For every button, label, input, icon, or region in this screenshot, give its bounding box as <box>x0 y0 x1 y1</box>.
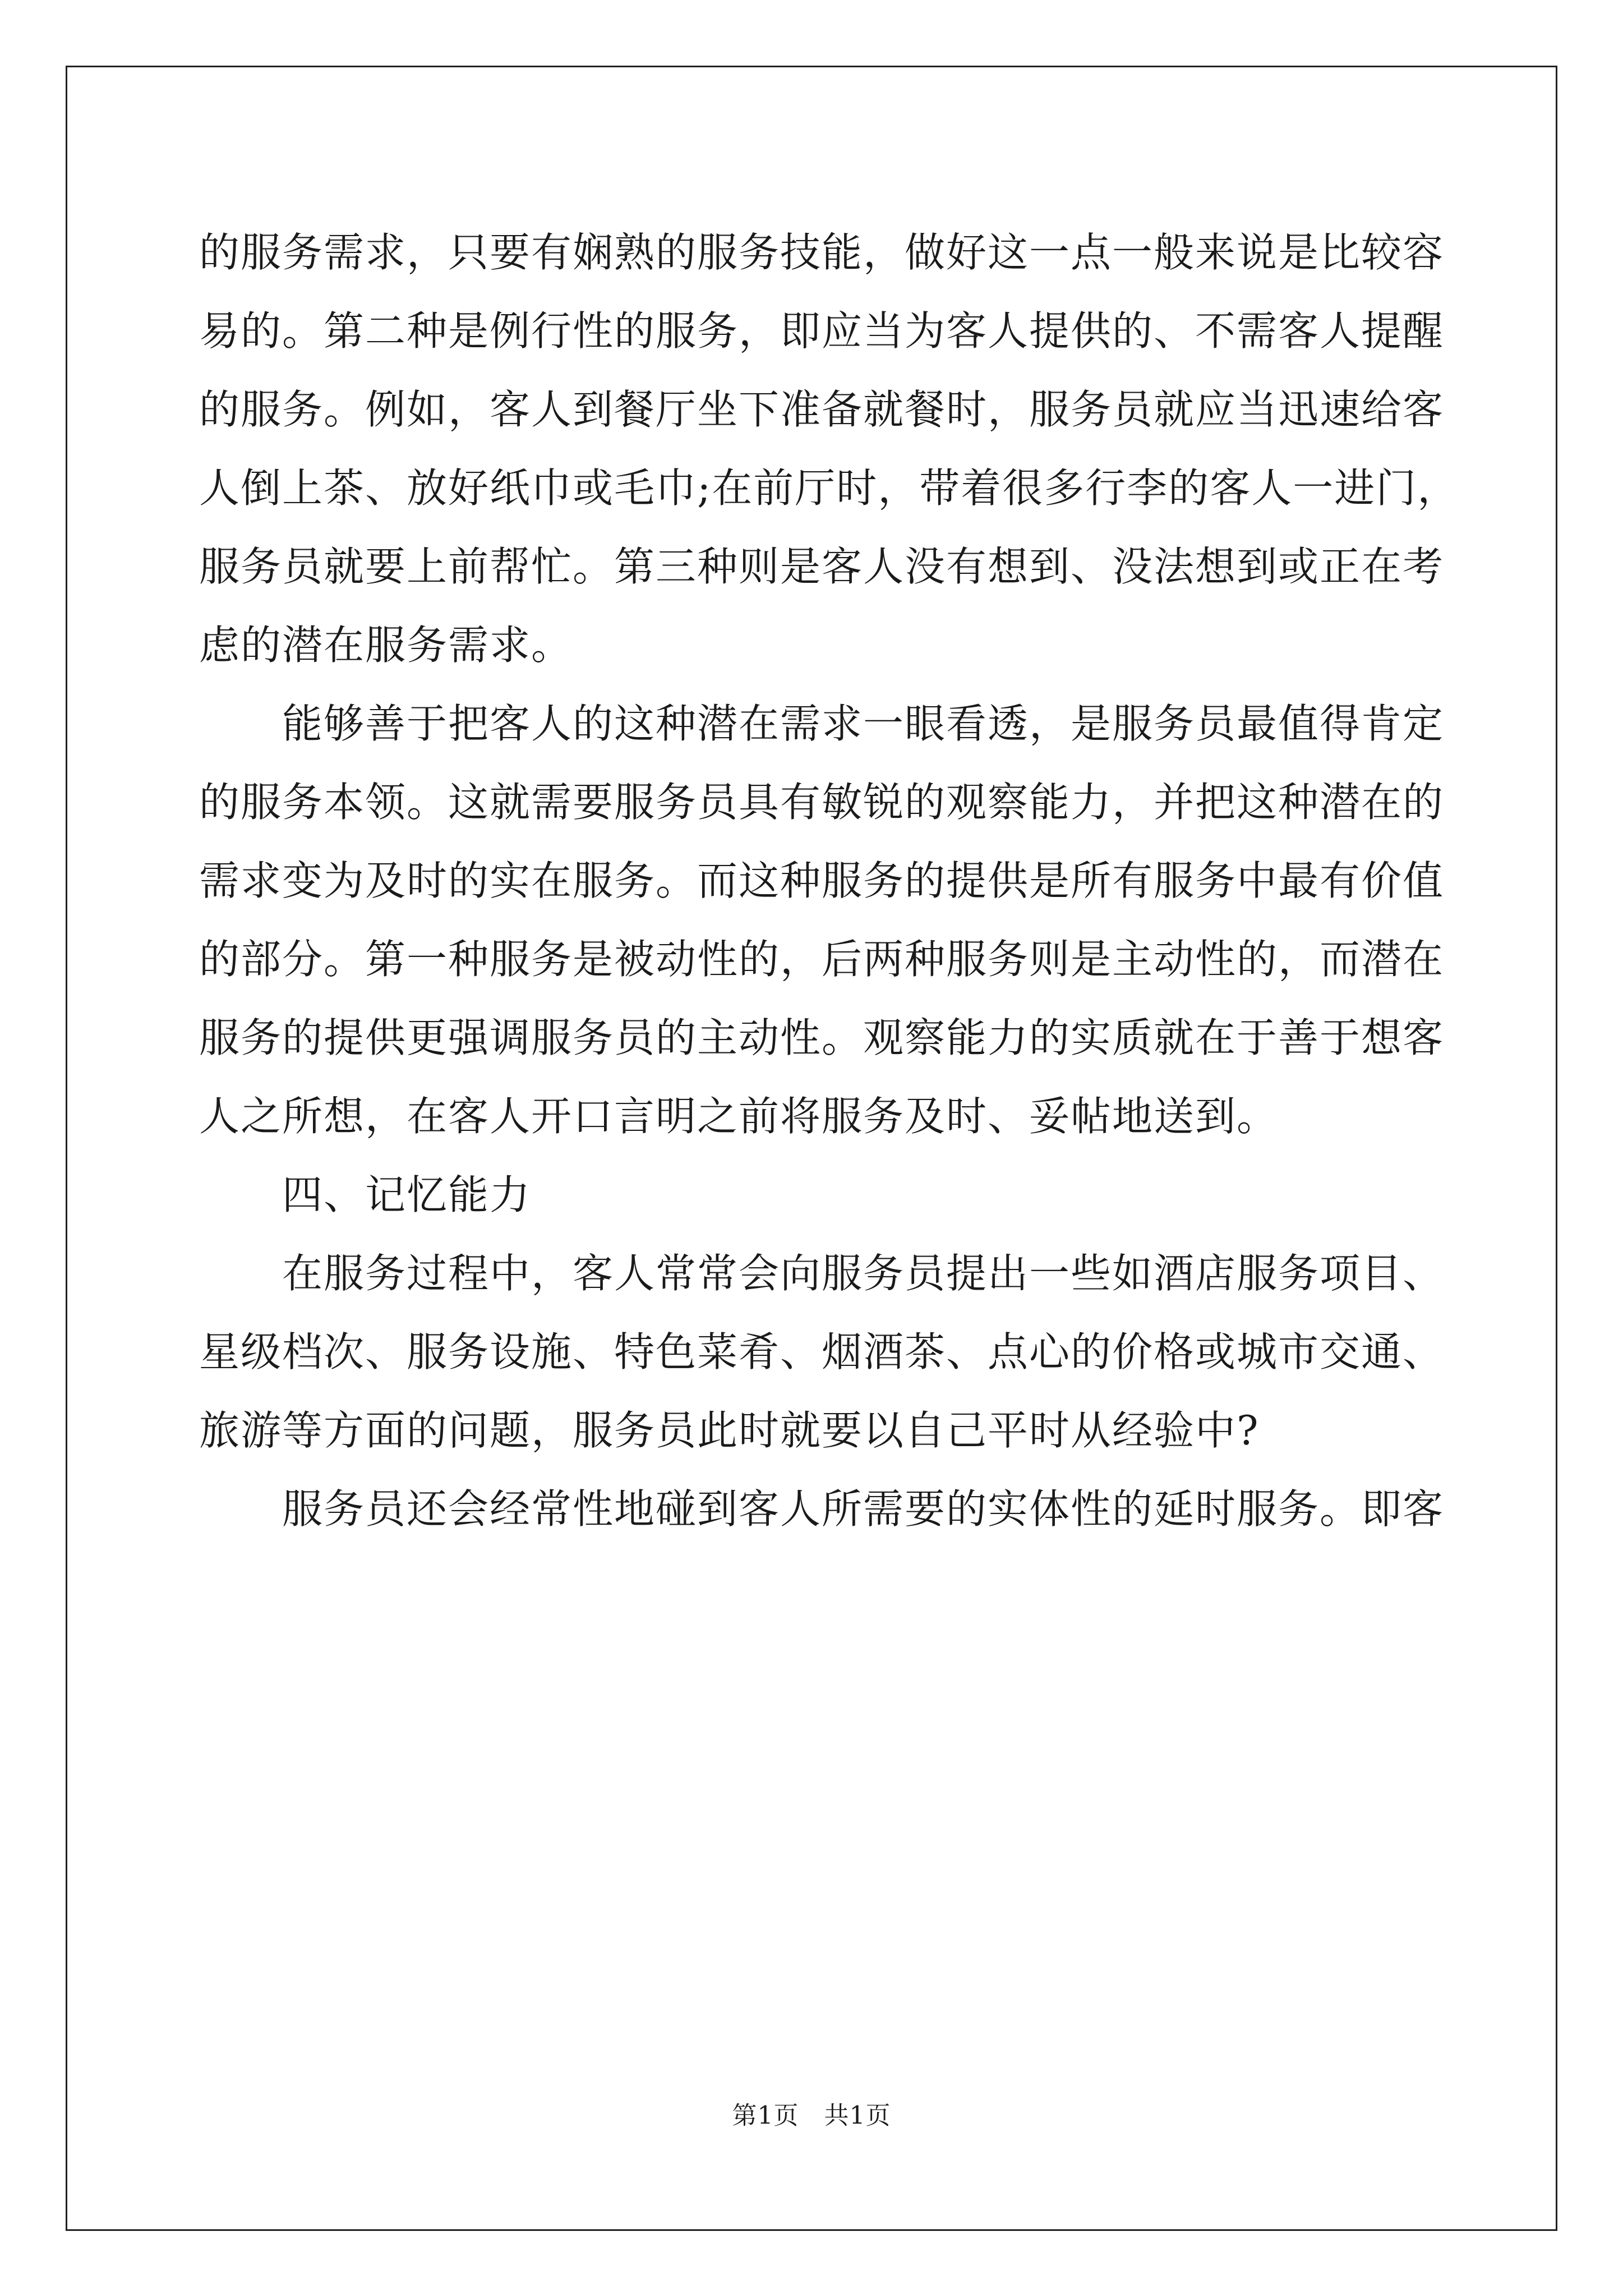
text-line: 旅游等方面的问题，服务员此时就要以自己平时从经验中? <box>199 1407 1260 1454</box>
text-line: 虑的潜在服务需求。 <box>199 622 573 669</box>
document-body <box>199 213 1467 1548</box>
text-line: 的服务本领。这就需要服务员具有敏锐的观察能力，并把这种潜在的 <box>199 779 1445 826</box>
text-line: 星级档次、服务设施、特色菜肴、烟酒茶、点心的价格或城市交通、 <box>199 1328 1445 1375</box>
page-footer: 第1页 共1页 <box>732 2101 891 2130</box>
text-line: 人倒上茶、放好纸巾或毛巾;在前厅时，带着很多行李的客人一进门， <box>199 464 1459 512</box>
text-line: 服务的提供更强调服务员的主动性。观察能力的实质就在于善于想客 <box>199 1014 1445 1061</box>
paragraph-first-line: 能够善于把客人的这种潜在需求一眼看透，是服务员最值得肯定 <box>282 700 1445 747</box>
section-heading: 四、记忆能力 <box>282 1171 532 1218</box>
text-line: 服务员就要上前帮忙。第三种则是客人没有想到、没法想到或正在考 <box>199 543 1445 590</box>
paragraph-first-line: 服务员还会经常性地碰到客人所需要的实体性的延时服务。即客 <box>282 1485 1445 1533</box>
text-line: 的服务需求，只要有娴熟的服务技能，做好这一点一般来说是比较容 <box>199 229 1445 276</box>
paragraph-first-line: 在服务过程中，客人常常会向服务员提出一些如酒店服务项目、 <box>282 1250 1445 1297</box>
text-line: 需求变为及时的实在服务。而这种服务的提供是所有服务中最有价值 <box>199 857 1445 904</box>
text-line: 的部分。第一种服务是被动性的，后两种服务则是主动性的，而潜在 <box>199 936 1445 983</box>
text-line: 人之所想，在客人开口言明之前将服务及时、妥帖地送到。 <box>199 1093 1279 1140</box>
text-line: 的服务。例如，客人到餐厅坐下准备就餐时，服务员就应当迅速给客 <box>199 386 1445 433</box>
text-line: 易的。第二种是例行性的服务，即应当为客人提供的、不需客人提醒 <box>199 307 1445 355</box>
